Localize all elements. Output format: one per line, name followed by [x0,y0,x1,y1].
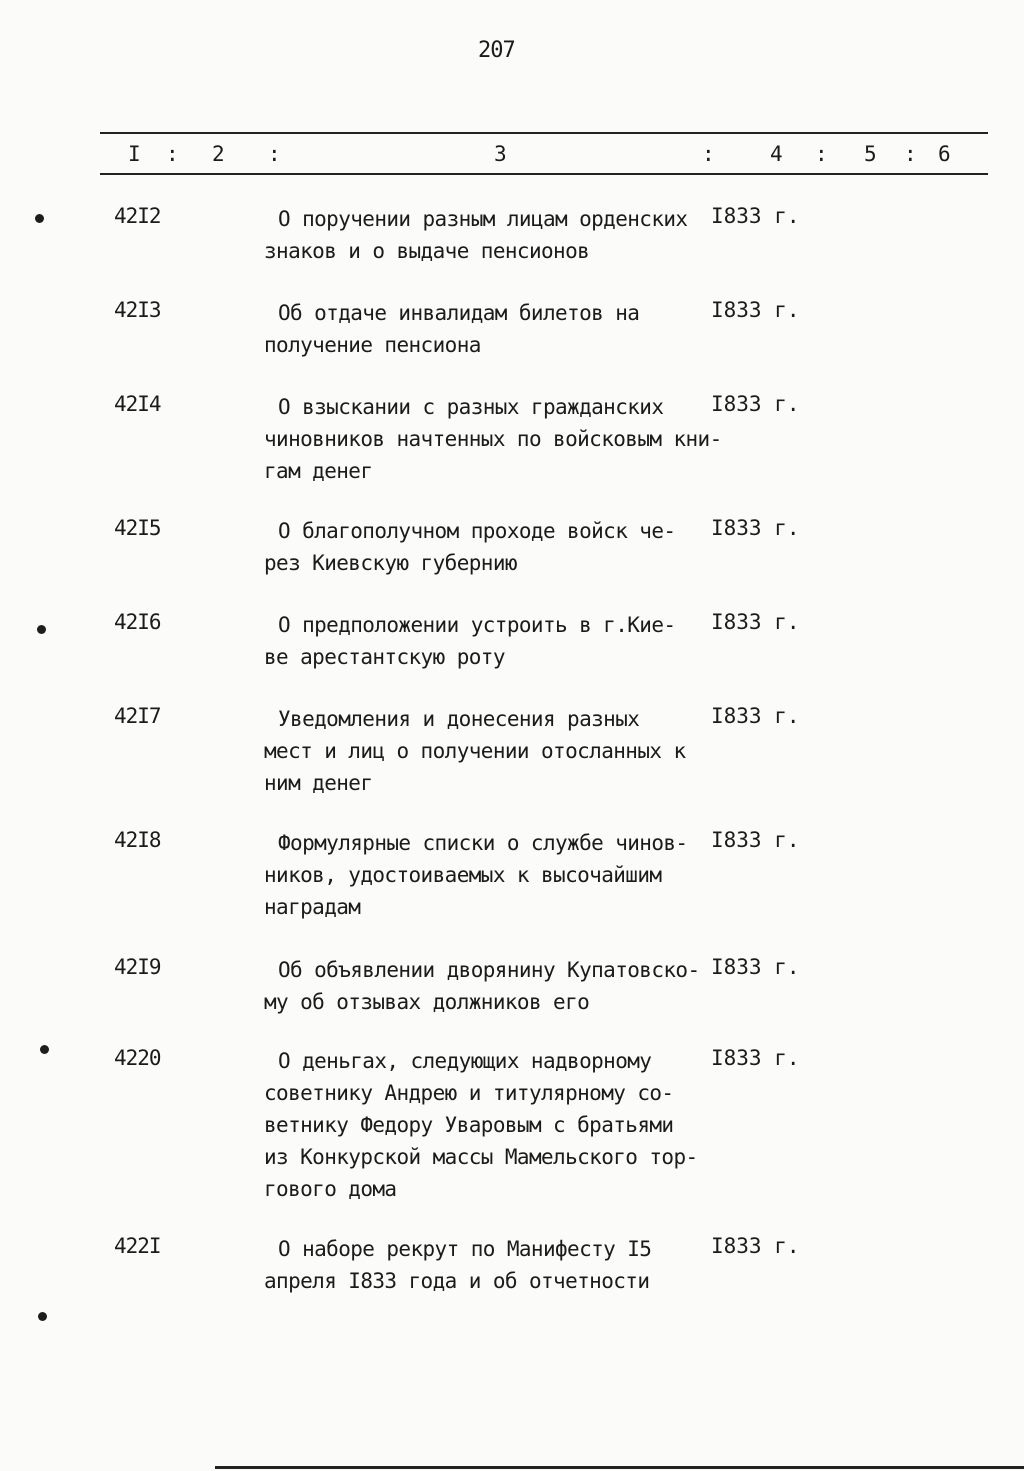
record-title-line: ним денег [264,771,373,795]
record-title-line: апреля I833 года и об отчетности [264,1269,650,1293]
record-year: I833 г. [711,298,800,322]
record-year: I833 г. [711,204,800,228]
record-title-line: О поручении разным лицам орденских [278,207,688,231]
record-title-line: ве арестантскую роту [264,645,505,669]
margin-punch-dot [40,1045,49,1054]
record-title [264,1233,724,1297]
record-title-line: Уведомления и донесения разных [278,707,640,731]
record-year: I833 г. [711,1046,800,1070]
column-header-4: 4 [770,142,783,166]
footer-rule [215,1466,1024,1469]
record-title-line: ветнику Федору Уваровым с братьями [264,1113,674,1137]
column-header-2: 2 [212,142,225,166]
record-title [264,297,724,361]
record-title-line: О благополучном проходе войск че- [278,519,676,543]
record-year: I833 г. [711,955,800,979]
record-number: 422I [114,1234,161,1258]
record-title [264,954,724,1018]
column-header-5: 5 [864,142,877,166]
header-top-rule [100,132,988,134]
record-title-line: Об объявлении дворянину Купатовско- [278,958,700,982]
column-separator: : [166,142,179,166]
record-title-line: Формулярные списки о службе чинов- [278,831,688,855]
record-year: I833 г. [711,828,800,852]
record-title-line: получение пенсиона [264,333,481,357]
margin-punch-dot [38,1312,47,1321]
record-title-line: мест и лиц о получении отосланных к [264,739,686,763]
header-bottom-rule [100,173,988,175]
record-year: I833 г. [711,610,800,634]
record-number: 42I2 [114,204,161,228]
record-title-line: Об отдаче инвалидам билетов на [278,301,640,325]
record-number: 42I9 [114,955,161,979]
column-separator: : [268,142,281,166]
record-title [264,827,724,923]
record-title-line: рез Киевскую губернию [264,551,517,575]
record-year: I833 г. [711,704,800,728]
record-title [264,703,724,799]
page-number: 207 [478,38,515,63]
record-title-line: советнику Андрею и титулярному со- [264,1081,674,1105]
record-year: I833 г. [711,516,800,540]
column-separator: : [815,142,828,166]
record-title-line: ников, удостоиваемых к высочайшим [264,863,662,887]
record-number: 4220 [114,1046,161,1070]
record-title-line: О предположении устроить в г.Кие- [278,613,676,637]
record-title [264,609,724,673]
record-number: 42I4 [114,392,161,416]
margin-punch-dot [37,625,46,634]
record-title-line: чиновников начтенных по войсковым кни- [264,427,722,451]
record-title-line: О взыскании с разных гражданских [278,395,664,419]
column-header-6: 6 [938,142,951,166]
record-title [264,1045,724,1205]
record-year: I833 г. [711,1234,800,1258]
record-title-line: О наборе рекрут по Манифесту I5 [278,1237,652,1261]
record-year: I833 г. [711,392,800,416]
column-separator: : [904,142,917,166]
record-number: 42I6 [114,610,161,634]
record-number: 42I3 [114,298,161,322]
record-title-line: гового дома [264,1177,397,1201]
column-header-3: 3 [494,142,507,166]
record-number: 42I7 [114,704,161,728]
record-number: 42I8 [114,828,161,852]
column-header-1: I [128,142,141,166]
record-title [264,203,724,267]
record-title-line: му об отзывах должников его [264,990,590,1014]
record-title-line: О деньгах, следующих надворному [278,1049,652,1073]
margin-punch-dot [35,214,44,223]
record-title-line: знаков и о выдаче пенсионов [264,239,590,263]
record-title [264,391,724,487]
record-title-line: наградам [264,895,361,919]
column-separator: : [702,142,715,166]
record-title [264,515,724,579]
record-title-line: из Конкурской массы Мамельского тор- [264,1145,698,1169]
record-number: 42I5 [114,516,161,540]
record-title-line: гам денег [264,459,373,483]
